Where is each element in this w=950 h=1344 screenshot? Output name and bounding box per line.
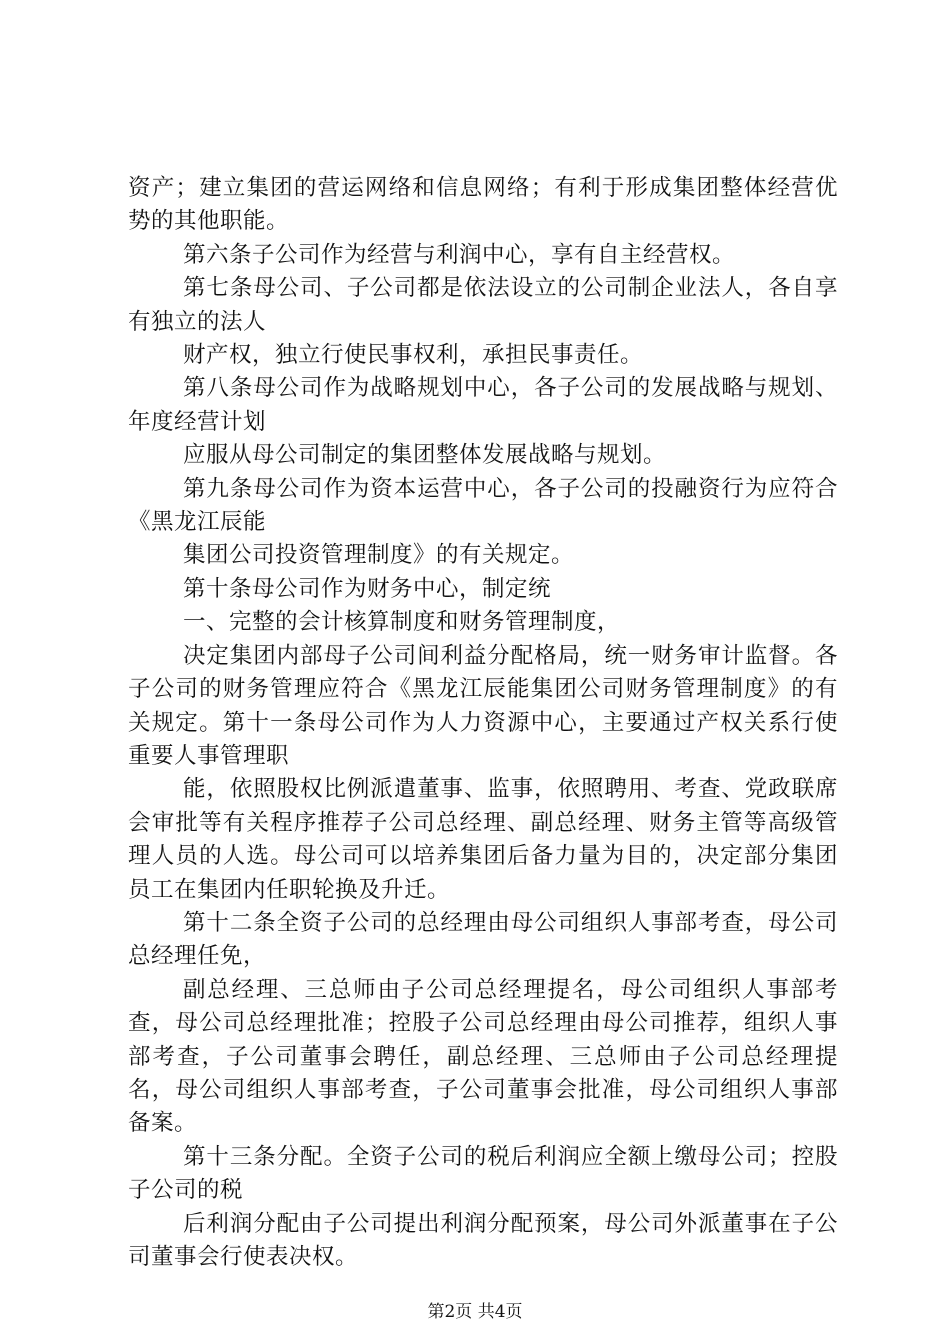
paragraph-1: 资产；建立集团的营运网络和信息网络；有利于形成集团整体经营优势的其他职能。 xyxy=(128,175,838,235)
paragraph-11: 决定集团内部母子公司间利益分配格局，统一财务审计监督。各子公司的财务管理应符合《黑龙江辰能集团公司财务管理制度》的有关规定。第十一条母公司作为人力资源中心，主要通过产权关系行使重要人事管理职 xyxy=(128,642,838,769)
paragraph-14: 副总经理、三总师由子公司总经理提名，母公司组织人事部考查，母公司总经理批准；控股子公司总经理由母公司推荐，组织人事部考查，子公司董事会聘任，副总经理、三总师由子公司总经理提名，母公司组织人事部考查，子公司董事会批准，母公司组织人事部备案。 xyxy=(128,976,838,1137)
document-body xyxy=(128,172,838,1274)
paragraph-9: 第十条母公司作为财务中心，制定统 xyxy=(183,575,552,602)
paragraph-5: 第八条母公司作为战略规划中心，各子公司的发展战略与规划、年度经营计划 xyxy=(128,375,838,435)
paragraph-10: 一、完整的会计核算制度和财务管理制度， xyxy=(183,609,621,636)
paragraph-8: 集团公司投资管理制度》的有关规定。 xyxy=(183,542,575,569)
paragraph-2: 第六条子公司作为经营与利润中心，享有自主经营权。 xyxy=(183,241,736,268)
paragraph-13: 第十二条全资子公司的总经理由母公司组织人事部考查，母公司总经理任免， xyxy=(128,909,838,970)
paragraph-12: 能，依照股权比例派遣董事、监事，依照聘用、考查、党政联席会审批等有关程序推荐子公司总经理、副总经理、财务主管等高级管理人员的人选。母公司可以培养集团后备力量为目的，决定部分集团员工在集团内任职轮换及升迁。 xyxy=(128,776,838,903)
paragraph-3: 第七条母公司、子公司都是依法设立的公司制企业法人，各自享有独立的法人 xyxy=(128,275,838,335)
paragraph-7: 第九条母公司作为资本运营中心，各子公司的投融资行为应符合《黑龙江辰能 xyxy=(128,475,838,536)
paragraph-16: 后利润分配由子公司提出利润分配预案，母公司外派董事在子公司董事会行使表决权。 xyxy=(128,1210,838,1270)
paragraph-4: 财产权，独立行使民事权利，承担民事责任。 xyxy=(183,342,644,369)
paragraph-6: 应服从母公司制定的集团整体发展战略与规划。 xyxy=(183,442,667,469)
paragraph-15: 第十三条分配。全资子公司的税后利润应全额上缴母公司；控股子公司的税 xyxy=(128,1143,838,1204)
page-number-label: 第2页 共4页 xyxy=(427,1302,523,1322)
page-footer xyxy=(0,1301,950,1323)
